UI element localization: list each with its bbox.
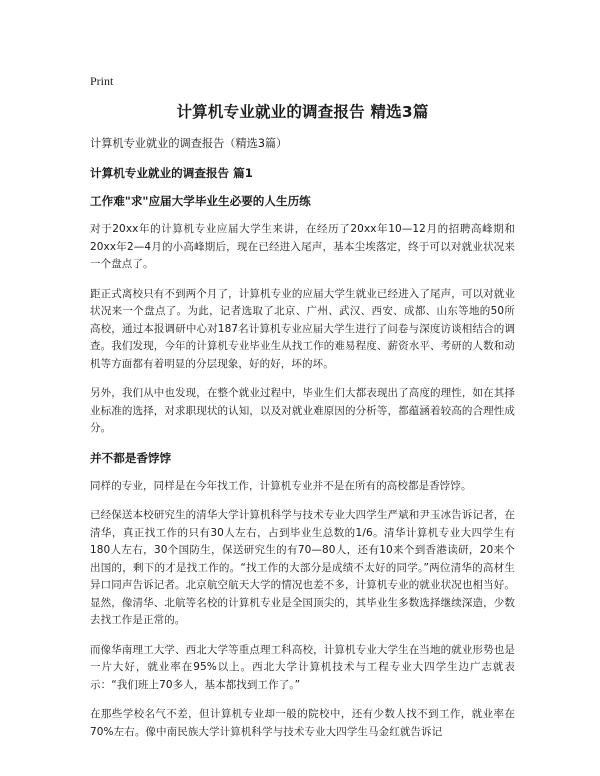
section1-paragraph-2: 距正式离校只有不到两个月了，计算机专业的应届大学生就业已经进入了尾声，可以对就业状况来一个盘点了。为此，记者选取了北京、广州、武汉、西安、成都、山东等地的50所高校，通过本报调研中心对187名计算机专业应届大学生进行了问卷与深度访谈相结合的调查。我们发现，今年的计算机专业毕业生从找工作的难易程度、薪资水平、考研的人数和动机等方面都有着明显的分层现象，好的好，坏的坏。 (90, 287, 515, 370)
section2-paragraph-3: 而像华南理工大学、西北大学等重点理工科高校，计算机专业大学生在当地的就业形势也是一片大好，就业率在95%以上。西北大学计算机技术与工程专业大四学生边广志就表示：“我们班上70多人，基本都找到工作了。” (90, 643, 515, 691)
section2-heading: 并不都是香饽饽 (90, 450, 172, 465)
page-title: 计算机专业就业的调查报告 精选3篇 (176, 103, 429, 121)
section2-paragraph-1: 同样的专业，同样是在今年找工作，计算机专业并不是在所有的高校都是香饽饽。 (90, 479, 472, 492)
section1-paragraph-1: 对于20xx年的计算机专业应届大学生来讲，在经历了20xx年10—12月的招聘高峰期和20xx年2—4月的小高峰期后，现在已经进入尾声，基本尘埃落定，终于可以对就业状况来一个盘点了。 (90, 223, 515, 270)
document-page (90, 70, 515, 749)
section1-paragraph-3: 另外，我们从中也发现，在整个就业过程中，毕业生们大都表现出了高度的理性，如在其择业标准的选择，对求职现状的认知，以及对就业难原因的分析等，都蕴涵着较高的合理性成分。 (90, 387, 515, 434)
section2-paragraph-2: 已经保送本校研究生的清华大学计算机科学与技术专业大四学生严斌和尹玉冰告诉记者，在清华，真正找工作的只有30人左右，占到毕业生总数的1/6。清华计算机专业大四学生有180人左右，30个国防生，保送研究生的有70—80人，还有10来个到香港读研，20来个出国的，剩下的才是找工作的。“找工作的大部分是成绩不太好的同学。”两位清华的高材生异口同声告诉记者。北京航空航天大学的情况也差不多，计算机专业的就业状况也相当好。显然，像清华、北航等名校的计算机专业是全国顶尖的，其毕业生多数选择继续深造，少数去找工作是正常的。 (90, 509, 515, 626)
section2-paragraph-4: 在那些学校名气不差，但计算机专业却一般的院校中，还有少数人找不到工作，就业率在70%左右。像中南民族大学计算机科学与技术专业大四学生马金红就告诉记 (90, 708, 515, 738)
article-heading: 计算机专业就业的调查报告 篇1 (90, 166, 253, 180)
print-link[interactable]: Print (90, 74, 114, 88)
document-subtitle: 计算机专业就业的调查报告（精选3篇） (90, 137, 288, 150)
section1-heading: 工作难"求"应届大学毕业生必要的人生历练 (90, 194, 311, 208)
